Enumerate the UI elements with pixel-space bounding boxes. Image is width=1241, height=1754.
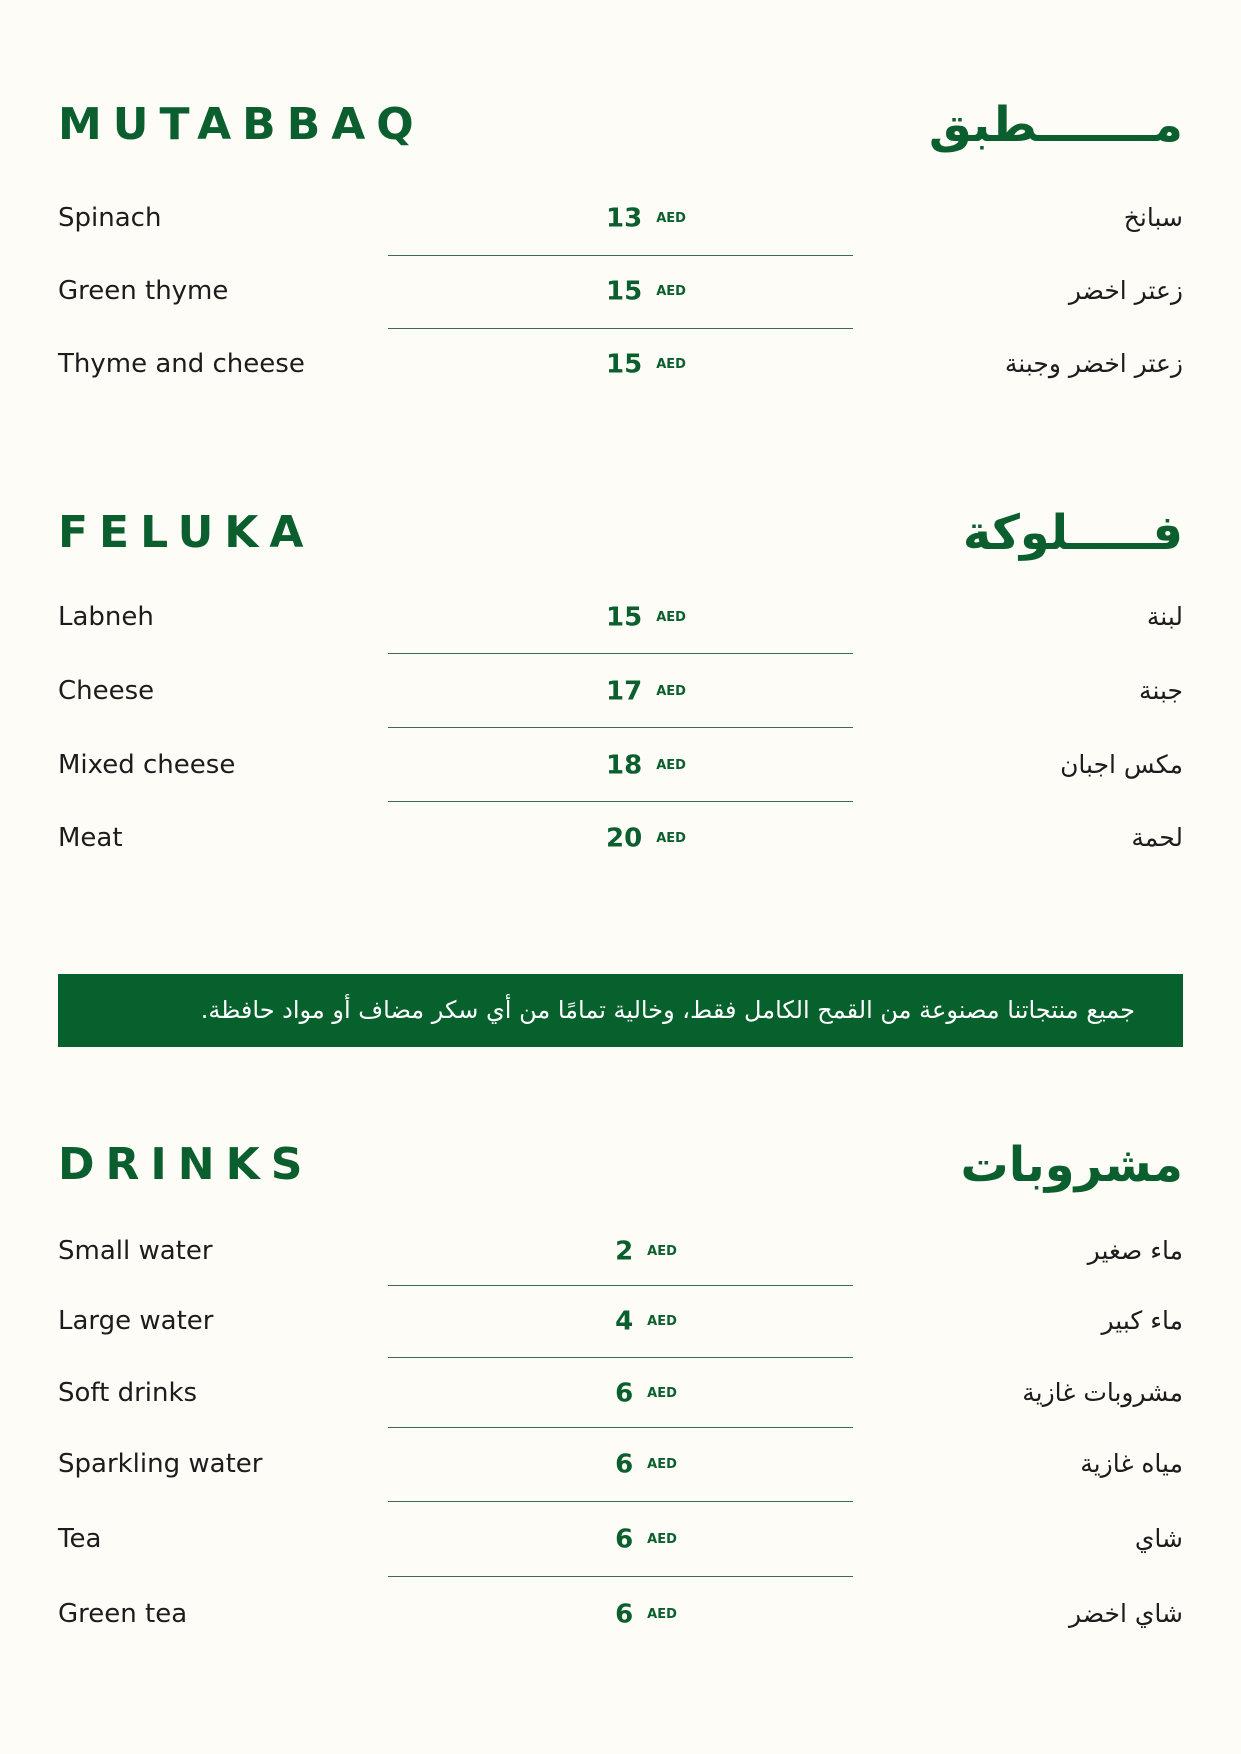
item-price <box>566 745 726 786</box>
currency-label: AED <box>647 1606 677 1622</box>
item-name-ar: زعتر اخضر <box>1068 276 1183 305</box>
section-title-ar: مشروبات <box>960 1137 1183 1193</box>
item-price <box>566 597 726 638</box>
row-divider <box>388 727 853 728</box>
item-name-en: Green tea <box>58 1599 188 1629</box>
row-divider <box>388 653 853 654</box>
item-name-en: Large water <box>58 1306 214 1336</box>
section-header <box>58 1130 1183 1200</box>
item-name-en: Meat <box>58 823 123 853</box>
price-value: 6 <box>615 1524 634 1555</box>
price-value: 6 <box>615 1599 634 1630</box>
row-divider <box>388 1285 853 1286</box>
row-divider <box>388 1501 853 1502</box>
item-name-en: Mixed cheese <box>58 750 236 780</box>
item-name-ar: لحمة <box>1131 823 1183 852</box>
row-divider <box>388 328 853 329</box>
section-feluka <box>58 498 1183 568</box>
item-price <box>566 818 726 859</box>
price-value: 6 <box>615 1449 634 1480</box>
price-value: 6 <box>615 1378 634 1409</box>
item-name-ar: جبنة <box>1139 676 1183 705</box>
price-value: 20 <box>606 823 643 854</box>
section-title-ar: مـــــــطبق <box>928 97 1183 153</box>
section-mutabbaq <box>58 90 1183 160</box>
item-name-en: Spinach <box>58 203 162 233</box>
item-price <box>566 671 726 712</box>
currency-label: AED <box>656 210 686 226</box>
price-value: 2 <box>615 1236 634 1267</box>
menu-item <box>58 1594 1183 1634</box>
item-name-en: Green thyme <box>58 276 229 306</box>
price-value: 18 <box>606 750 643 781</box>
currency-label: AED <box>656 830 686 846</box>
section-title-en: FELUKA <box>58 507 315 558</box>
item-name-en: Sparkling water <box>58 1449 263 1479</box>
currency-label: AED <box>647 1531 677 1547</box>
row-divider <box>388 1357 853 1358</box>
section-header <box>58 498 1183 568</box>
menu-item <box>58 1373 1183 1413</box>
menu-item <box>58 671 1183 711</box>
info-banner: جميع منتجاتنا مصنوعة من القمح الكامل فقط، وخالية تمامًا من أي سكر مضاف أو مواد حافظة. <box>58 974 1183 1047</box>
price-value: 17 <box>606 676 643 707</box>
currency-label: AED <box>647 1313 677 1329</box>
item-price <box>566 1594 726 1635</box>
currency-label: AED <box>656 283 686 299</box>
item-price <box>566 1231 726 1272</box>
section-header <box>58 90 1183 160</box>
item-name-en: Small water <box>58 1236 213 1266</box>
item-name-en: Soft drinks <box>58 1378 198 1408</box>
item-name-en: Tea <box>58 1524 102 1554</box>
price-value: 13 <box>606 203 643 234</box>
item-price <box>566 1373 726 1414</box>
menu-item <box>58 1231 1183 1271</box>
currency-label: AED <box>647 1385 677 1401</box>
item-name-ar: ماء كبير <box>1101 1306 1183 1335</box>
row-divider <box>388 801 853 802</box>
menu-item <box>58 344 1183 384</box>
price-value: 4 <box>615 1306 634 1337</box>
row-divider <box>388 1576 853 1577</box>
section-drinks <box>58 1130 1183 1200</box>
row-divider <box>388 255 853 256</box>
currency-label: AED <box>656 683 686 699</box>
menu-item <box>58 1519 1183 1559</box>
menu-item <box>58 1444 1183 1484</box>
item-name-ar: ماء صغير <box>1087 1236 1183 1265</box>
menu-item <box>58 198 1183 238</box>
section-title-ar: فـــــلوكة <box>962 505 1183 561</box>
currency-label: AED <box>647 1456 677 1472</box>
item-name-ar: شاي اخضر <box>1069 1599 1183 1628</box>
item-name-en: Cheese <box>58 676 155 706</box>
item-name-ar: مياه غازية <box>1080 1449 1183 1478</box>
item-price <box>566 271 726 312</box>
item-name-ar: زعتر اخضر وجبنة <box>1004 349 1183 378</box>
row-divider <box>388 1427 853 1428</box>
menu-item <box>58 1301 1183 1341</box>
section-title-en: MUTABBAQ <box>58 99 425 150</box>
currency-label: AED <box>656 356 686 372</box>
price-value: 15 <box>606 349 643 380</box>
menu-item <box>58 818 1183 858</box>
section-title-en: DRINKS <box>58 1139 314 1190</box>
price-value: 15 <box>606 276 643 307</box>
menu-item <box>58 271 1183 311</box>
item-price <box>566 344 726 385</box>
currency-label: AED <box>656 757 686 773</box>
price-value: 15 <box>606 602 643 633</box>
item-name-ar: سبانخ <box>1123 203 1183 232</box>
item-price <box>566 1444 726 1485</box>
item-name-ar: شاي <box>1134 1524 1183 1553</box>
item-price <box>566 198 726 239</box>
currency-label: AED <box>647 1243 677 1259</box>
item-name-ar: لبنة <box>1146 602 1183 631</box>
item-name-en: Thyme and cheese <box>58 349 305 379</box>
menu-item <box>58 597 1183 637</box>
item-name-ar: مكس اجبان <box>1060 750 1183 779</box>
currency-label: AED <box>656 609 686 625</box>
item-name-ar: مشروبات غازية <box>1022 1378 1183 1407</box>
item-price <box>566 1301 726 1342</box>
item-price <box>566 1519 726 1560</box>
item-name-en: Labneh <box>58 602 154 632</box>
menu-item <box>58 745 1183 785</box>
